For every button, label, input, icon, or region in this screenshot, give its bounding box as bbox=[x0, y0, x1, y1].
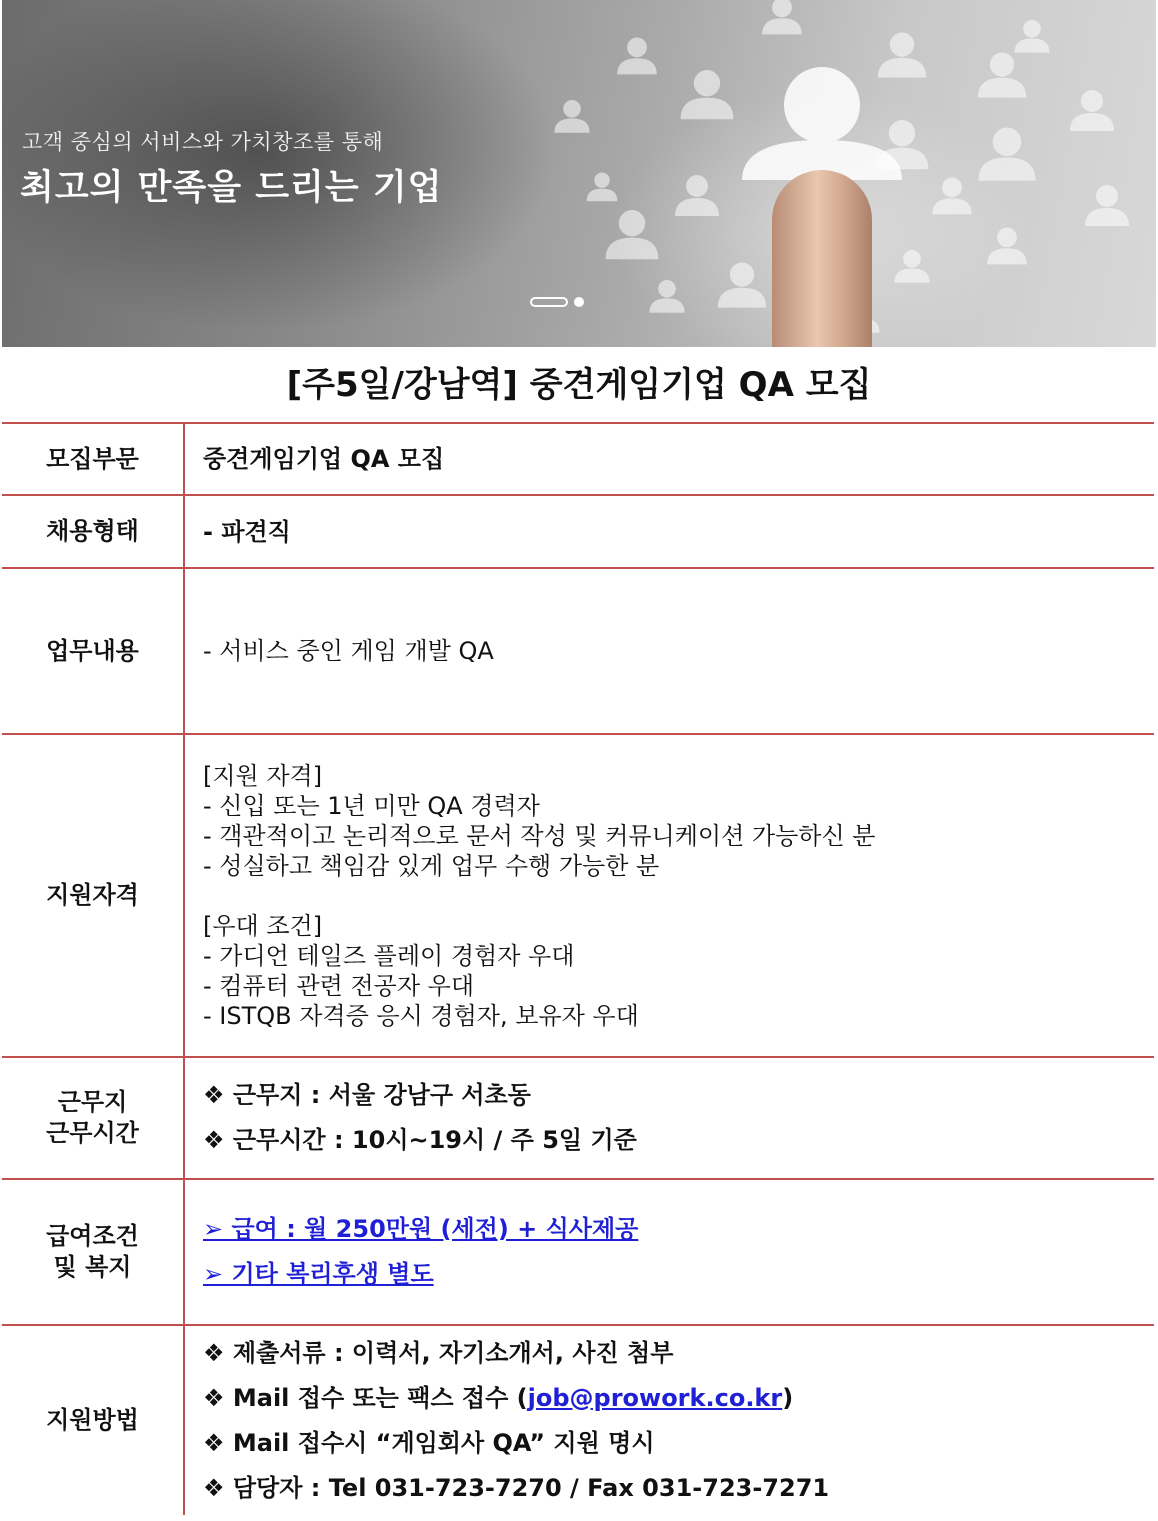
hours-line: ❖ 근무시간 : 10시~19시 / 주 5일 기준 bbox=[203, 1126, 637, 1154]
row-label: 업무내용 bbox=[2, 568, 184, 734]
qual-line: - 성실하고 책임감 있게 업무 수행 가능한 분 bbox=[203, 851, 660, 880]
row-duty bbox=[2, 568, 1154, 734]
row-value bbox=[184, 1179, 1154, 1325]
row-value bbox=[184, 423, 1154, 495]
row-salary bbox=[2, 1179, 1154, 1325]
benefit-line: ➢ 기타 복리후생 별도 bbox=[203, 1260, 434, 1288]
apply-mail-suffix: ) bbox=[782, 1383, 794, 1412]
apply-note-line: ❖ Mail 접수시 “게임회사 QA” 지원 명시 bbox=[203, 1428, 655, 1457]
row-label bbox=[2, 1179, 184, 1325]
finger-image bbox=[772, 170, 872, 347]
apply-docs-line: ❖ 제출서류 : 이력서, 자기소개서, 사진 첨부 bbox=[203, 1338, 674, 1367]
contact-line: ❖ 담당자 : Tel 031-723-7270 / Fax 031-723-7271 bbox=[203, 1473, 830, 1502]
carousel-indicator[interactable] bbox=[530, 297, 584, 307]
label-line: 근무지 bbox=[57, 1088, 128, 1116]
salary-line: ➢ 급여 : 월 250만원 (세전) + 식사제공 bbox=[203, 1215, 639, 1243]
label-line: 급여조건 bbox=[46, 1222, 139, 1250]
apply-mail-prefix: ❖ Mail 접수 또는 팩스 접수 ( bbox=[203, 1383, 528, 1412]
qual-line: [지원 자격] bbox=[203, 761, 323, 790]
qual-line: - 컴퓨터 관련 전공자 우대 bbox=[203, 971, 475, 1000]
row-apply bbox=[2, 1325, 1154, 1515]
qual-line: - 가디언 테일즈 플레이 경험자 우대 bbox=[203, 941, 575, 970]
duty-value: - 서비스 중인 게임 개발 QA bbox=[203, 637, 494, 665]
row-location bbox=[2, 1057, 1154, 1179]
row-value bbox=[184, 734, 1154, 1057]
row-label: 채용형태 bbox=[2, 495, 184, 568]
row-value bbox=[184, 1057, 1154, 1179]
row-type bbox=[2, 495, 1154, 568]
apply-mail-line bbox=[203, 1376, 1154, 1421]
label-line: 및 복지 bbox=[53, 1253, 132, 1281]
carousel-dot[interactable] bbox=[574, 297, 584, 307]
email-link[interactable]: job@prowork.co.kr bbox=[527, 1383, 783, 1412]
row-label: 지원자격 bbox=[2, 734, 184, 1057]
row-label bbox=[2, 1057, 184, 1179]
row-value bbox=[184, 495, 1154, 568]
qual-line: - 신입 또는 1년 미만 QA 경력자 bbox=[203, 791, 540, 820]
row-dept bbox=[2, 423, 1154, 495]
row-qualification bbox=[2, 734, 1154, 1057]
type-value: - 파견직 bbox=[203, 517, 291, 546]
job-info-table bbox=[2, 422, 1154, 1515]
row-label: 지원방법 bbox=[2, 1325, 184, 1515]
carousel-dot-active[interactable] bbox=[530, 297, 568, 307]
banner-headline: 최고의 만족을 드리는 기업 bbox=[20, 168, 443, 208]
row-label: 모집부문 bbox=[2, 423, 184, 495]
row-value bbox=[184, 1325, 1154, 1515]
row-value bbox=[184, 568, 1154, 734]
label-line: 근무시간 bbox=[46, 1119, 139, 1147]
hero-banner bbox=[2, 0, 1156, 347]
qual-line: - 객관적이고 논리적으로 문서 작성 및 커뮤니케이션 가능하신 분 bbox=[203, 821, 876, 850]
qual-line: - ISTQB 자격증 응시 경험자, 보유자 우대 bbox=[203, 1001, 639, 1030]
dept-value: 중견게임기업 QA 모집 bbox=[203, 445, 445, 473]
qual-spacer bbox=[203, 881, 1154, 911]
banner-subtitle: 고객 중심의 서비스와 가치창조를 통해 bbox=[22, 130, 384, 154]
location-line: ❖ 근무지 : 서울 강남구 서초동 bbox=[203, 1081, 531, 1109]
qual-line: [우대 조건] bbox=[203, 911, 323, 940]
page-title: [주5일/강남역] 중견게임기업 QA 모집 bbox=[286, 365, 872, 405]
